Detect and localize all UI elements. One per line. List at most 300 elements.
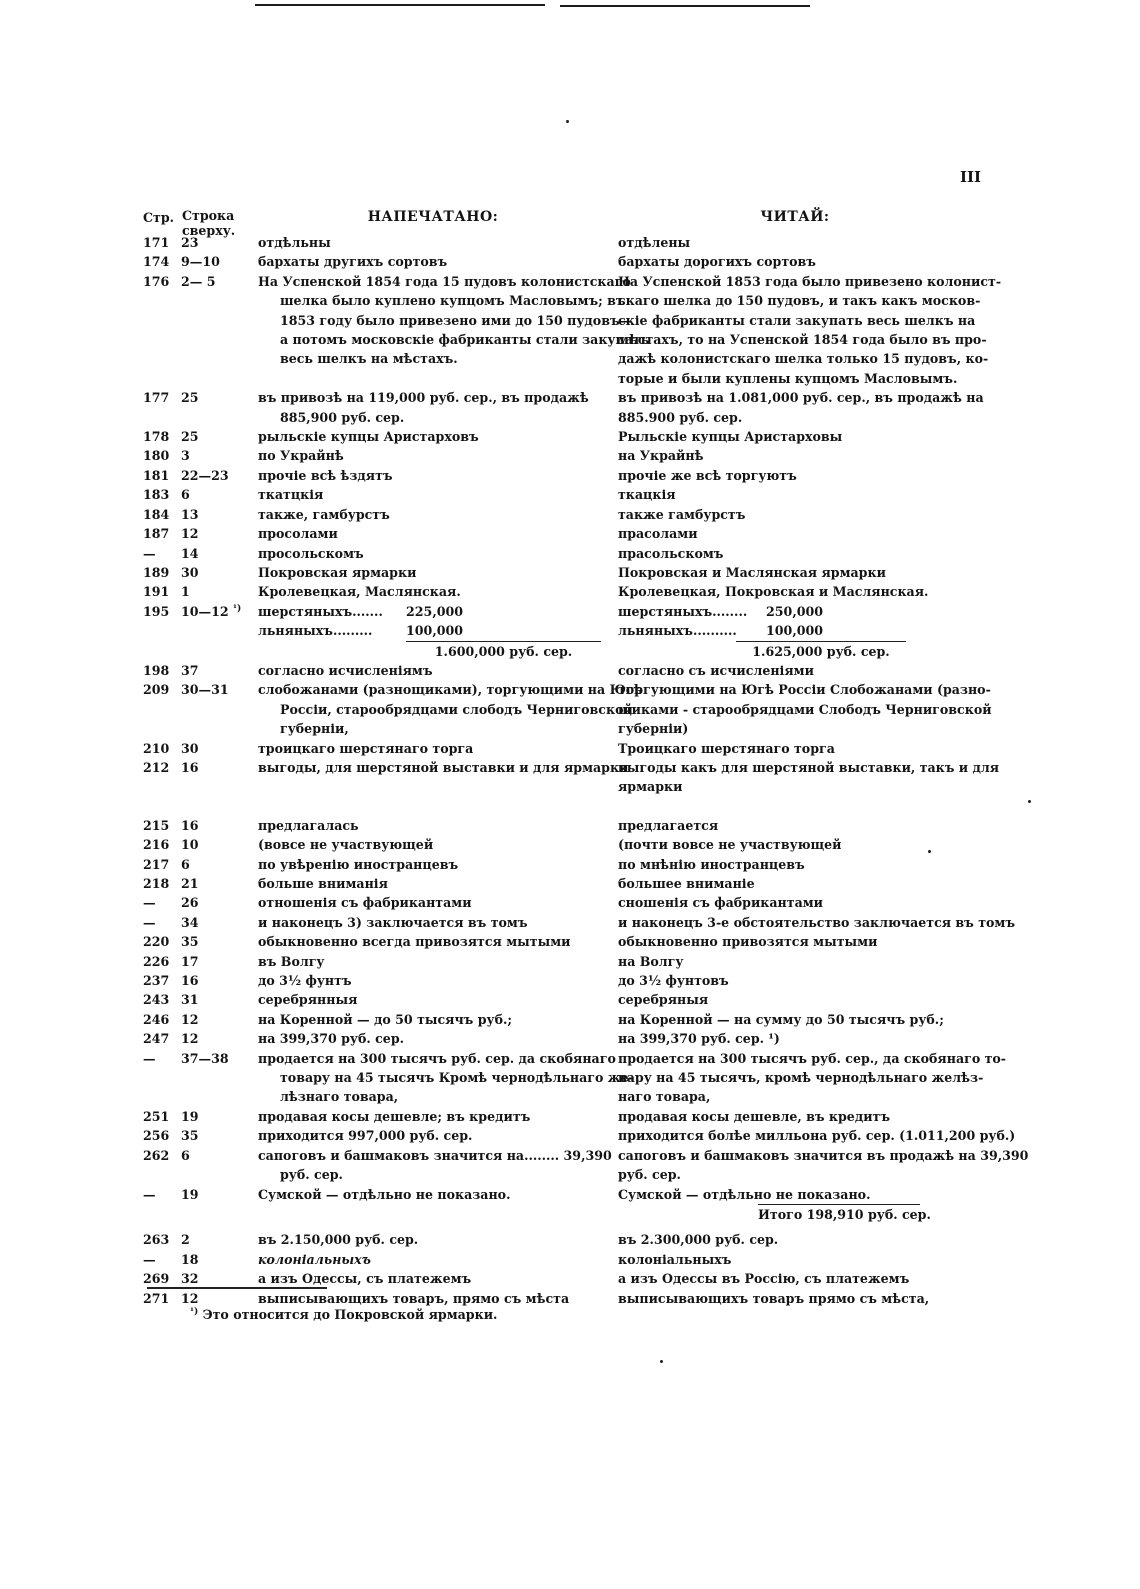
read-cell (618, 758, 1000, 797)
read-cell (618, 272, 1002, 388)
line-cell: 34 (181, 914, 199, 930)
read-text-line: выгоды какъ для шерстяной выставки, такъ и для (618, 759, 1000, 775)
page-cell: 220 (143, 934, 170, 950)
read-cell (618, 466, 978, 485)
read-text-line: а изъ Одессы въ Россію, съ платежемъ (618, 1271, 910, 1287)
table-row (143, 758, 1000, 797)
page-cell: 171 (143, 235, 170, 250)
table-row (143, 446, 978, 465)
printed-text-line: На Успенской 1854 года 15 пудовъ колонистскаго (258, 273, 631, 289)
printed-text-line: въ Волгу (258, 953, 325, 969)
line-cell: 21 (181, 876, 199, 891)
table-row (143, 563, 978, 582)
printed-text-line: обыкновенно всегда привозятся мытыми (258, 934, 571, 950)
table-row (143, 1185, 978, 1204)
line-cell: 26 (181, 895, 199, 911)
printed-cell (258, 602, 618, 661)
page-cell: 216 (143, 837, 170, 853)
printed-item (258, 621, 463, 640)
table-row (143, 952, 978, 971)
table-row (143, 1049, 1007, 1107)
read-text-line: На Успенской 1853 года было привезено колонист- (618, 273, 1002, 289)
page-cell: — (143, 1050, 156, 1066)
page-cell: 210 (143, 740, 170, 756)
printed-text-line: больше вниманія (258, 876, 388, 891)
read-cell (618, 893, 978, 912)
read-cell (618, 446, 978, 465)
table-row (143, 485, 978, 504)
read-cell (618, 1269, 978, 1288)
line-cell: 37 (181, 662, 199, 678)
read-cell (618, 661, 978, 680)
printed-cell (258, 913, 618, 932)
read-text-line: 885.900 руб. сер. (618, 409, 743, 425)
line-cell: 12 (181, 526, 199, 542)
read-cell (618, 485, 978, 504)
line-cell: 31 (181, 992, 199, 1008)
printed-cell (258, 932, 618, 951)
printed-cell (258, 485, 618, 504)
read-total: 1.625,000 руб. сер. (736, 641, 906, 661)
read-text-line: дажѣ колонистскаго шелка только 15 пудовъ, ко- (618, 351, 989, 367)
read-text-line: Сумской — отдѣльно не показано. (618, 1186, 871, 1202)
printed-text-line: въ 2.150,000 руб. сер. (258, 1232, 419, 1248)
table-row (143, 1107, 978, 1126)
header-printed-column: НАПЕЧАТАНО: (367, 209, 499, 225)
printed-text-line: отдѣльны (258, 235, 331, 250)
line-cell: 16 (181, 759, 199, 775)
line-cell: 32 (181, 1271, 199, 1287)
read-text-line: и наконецъ 3-е обстоятельство заключается въ томъ (618, 914, 1016, 930)
printed-text-line: согласно исчисленіямъ (258, 662, 433, 678)
row-gap (143, 797, 978, 816)
page-cell: 176 (143, 273, 170, 289)
line-cell: 6 (181, 856, 190, 872)
read-text-line: Троицкаго шерстянаго торга (618, 740, 835, 756)
page-cell: 181 (143, 467, 170, 483)
printed-cell (258, 990, 618, 1009)
read-cell (618, 233, 978, 252)
table-row (143, 874, 978, 893)
read-cell (618, 602, 978, 661)
read-text-line: на Коренной — на сумму до 50 тысячъ руб.; (618, 1011, 944, 1027)
printed-cell (258, 1185, 618, 1204)
page-cell: 191 (143, 584, 170, 600)
item-value: 100,000 (766, 623, 823, 639)
read-text-line: также гамбурстъ (618, 506, 746, 522)
printed-text-line: приходится 997,000 руб. сер. (258, 1128, 473, 1144)
page-cell: 215 (143, 817, 170, 833)
line-cell: 30 (181, 564, 199, 580)
read-cell (618, 1107, 978, 1126)
printed-text-line: прочіе всѣ ѣздятъ (258, 467, 393, 483)
read-cell (618, 524, 978, 543)
read-text-line: въ 2.300,000 руб. сер. (618, 1232, 779, 1248)
line-cell: 30—31 (181, 682, 229, 698)
line-cell: 12 (181, 1011, 199, 1027)
printed-text-line: Сумской — отдѣльно не показано. (258, 1186, 511, 1202)
errata-block (143, 1230, 978, 1308)
printed-cell (258, 661, 618, 680)
scan-speck (660, 1360, 663, 1363)
read-text-line: прасольскомъ (618, 545, 724, 561)
line-cell: 13 (181, 506, 199, 522)
item-value: 250,000 (766, 603, 823, 619)
page-cell: 251 (143, 1108, 170, 1124)
page-cell: 237 (143, 973, 170, 989)
printed-text-line: а потомъ московскіе фабриканты стали закупать (280, 332, 650, 348)
line-cell: 10 (181, 837, 199, 853)
printed-cell (258, 1029, 618, 1048)
printed-text-line: Кролевецкая, Маслянская. (258, 584, 461, 600)
printed-cell (258, 544, 618, 563)
line-number: 10—12 (181, 603, 229, 619)
printed-total: 1.600,000 руб. сер. (406, 641, 601, 661)
line-cell: 23 (181, 235, 199, 250)
printed-cell (258, 680, 643, 738)
line-cell: 6 (181, 487, 190, 503)
line-cell: 16 (181, 973, 199, 989)
line-cell: 9—10 (181, 254, 220, 270)
table-row (143, 932, 978, 951)
printed-cell (258, 893, 618, 912)
table-row (143, 893, 978, 912)
printed-text-line: Россіи, старообрядцами слободъ Черниговской (280, 701, 633, 717)
read-text-line: Покровская и Маслянская ярмарки (618, 564, 886, 580)
table-row (143, 505, 978, 524)
printed-cell (258, 272, 650, 388)
table-row (143, 680, 992, 738)
item-value: 100,000 (406, 623, 463, 639)
printed-text-line: (вовсе не участвующей (258, 837, 434, 853)
scan-speck (1028, 800, 1031, 803)
item-label: шерстяныхъ........ (618, 603, 748, 619)
page-cell: 189 (143, 564, 170, 580)
printed-cell (258, 1126, 618, 1145)
read-cell (618, 1250, 978, 1269)
table-row (143, 855, 978, 874)
read-text-line: прочіе же всѣ торгуютъ (618, 467, 797, 483)
line-cell: 35 (181, 1128, 199, 1144)
line-cell: 37—38 (181, 1050, 229, 1066)
printed-text-line: слобожанами (разнощиками), торгующими на Югѣ (258, 682, 643, 698)
read-text-line: предлагается (618, 817, 719, 833)
read-text-line: ткацкія (618, 487, 676, 503)
read-text-line: Кролевецкая, Покровская и Маслянская. (618, 584, 929, 600)
line-cell: 6 (181, 1147, 190, 1163)
read-text-line: руб. сер. (618, 1167, 681, 1183)
printed-text-line: по увѣренію иностранцевъ (258, 856, 459, 872)
header-page-column: Стр. (143, 210, 175, 225)
read-text-line: продавая косы дешевле, въ кредитъ (618, 1108, 891, 1124)
printed-cell (258, 1010, 618, 1029)
total-cell (618, 1204, 978, 1224)
footnote-divider (147, 1287, 327, 1289)
read-text-line: по мнѣнію иностранцевъ (618, 856, 805, 872)
read-cell (618, 835, 978, 854)
errata-block (143, 816, 1029, 1204)
printed-cell (258, 388, 618, 427)
printed-text-line: предлагалась (258, 817, 359, 833)
line-cell: 18 (181, 1251, 199, 1267)
line-cell: 19 (181, 1186, 199, 1202)
table-row (143, 661, 978, 680)
read-cell (618, 1185, 978, 1204)
printed-cell (258, 524, 618, 543)
page-cell: 218 (143, 876, 170, 891)
table-row (143, 427, 978, 446)
printed-text-line: также, гамбурстъ (258, 506, 390, 522)
read-cell (618, 388, 984, 427)
table-row (143, 272, 1002, 388)
line-cell: 25 (181, 390, 199, 406)
line-cell: 16 (181, 817, 199, 833)
read-cell (618, 1029, 978, 1048)
page-cell: 180 (143, 448, 170, 464)
table-row (143, 913, 1016, 932)
read-cell (618, 913, 1016, 932)
printed-text-line: серебрянныя (258, 992, 358, 1008)
read-text-line: на Украйнѣ (618, 448, 704, 464)
printed-text-line: ткатцкія (258, 487, 324, 503)
printed-cell (258, 1250, 618, 1269)
page-cell: 243 (143, 992, 170, 1008)
footnote-mark: ¹) (190, 1306, 199, 1317)
read-cell (618, 932, 978, 951)
table-row (143, 816, 978, 835)
read-text-line: продается на 300 тысячъ руб. сер., да скобянаго то- (618, 1050, 1007, 1066)
printed-cell (258, 505, 618, 524)
printed-text-line: товару на 45 тысячъ Кромѣ чернодѣльнаго же- (280, 1070, 634, 1086)
page-cell: 178 (143, 429, 170, 445)
read-text-line: торгующими на Югѣ Россіи Слобожанами (разно- (618, 682, 991, 698)
table-row (143, 466, 978, 485)
printed-text-line: и наконецъ 3) заключается въ томъ (258, 914, 528, 930)
page-cell: 269 (143, 1271, 170, 1287)
table-row (143, 1010, 978, 1029)
line-cell: 19 (181, 1108, 199, 1124)
page-cell: 262 (143, 1147, 170, 1163)
line-cell: 1 (181, 584, 190, 600)
page-cell: 177 (143, 390, 170, 406)
table-row (143, 990, 978, 1009)
printed-text-line: просольскомъ (258, 545, 364, 561)
page-cell: 209 (143, 682, 170, 698)
line-cell: 3 (181, 448, 190, 464)
page-cell: 271 (143, 1290, 170, 1306)
printed-cell (258, 466, 618, 485)
printed-cell (258, 874, 618, 893)
printed-text-line: на 399,370 руб. сер. (258, 1031, 405, 1047)
read-text-line: торые и были куплены купцомъ Масловымъ. (618, 370, 958, 386)
errata-block (143, 661, 1000, 797)
printed-text-line: Покровская ярмарки (258, 564, 417, 580)
scan-speck (566, 120, 569, 123)
read-text-line: обыкновенно привозятся мытыми (618, 934, 878, 950)
line-cell: 12 (181, 1031, 199, 1047)
read-text-line: приходится болѣе милльона руб. сер. (1.011,200 руб.) (618, 1128, 1016, 1144)
read-text-line: скіе фабриканты стали закупать весь шелкъ на (618, 312, 976, 328)
printed-text-line: бархаты другихъ сортовъ (258, 254, 448, 270)
printed-cell (258, 835, 618, 854)
page-cell: 247 (143, 1031, 170, 1047)
page-cell: 174 (143, 254, 170, 270)
read-cell (618, 971, 978, 990)
grand-total: Итого 198,910 руб. сер. (758, 1204, 920, 1224)
table-row (143, 1269, 978, 1288)
page-cell: 198 (143, 662, 170, 678)
table-row (143, 233, 978, 252)
table-row (143, 1250, 978, 1269)
page-cell: 246 (143, 1011, 170, 1027)
line-cell: 12 (181, 1290, 199, 1306)
printed-cell (258, 971, 618, 990)
line-cell: 22—23 (181, 467, 229, 483)
printed-cell (258, 1269, 618, 1288)
table-row (143, 388, 984, 427)
printed-cell (258, 855, 618, 874)
read-text-line: на Волгу (618, 953, 684, 969)
table-row (143, 524, 978, 543)
printed-text-line: губерніи, (280, 721, 349, 737)
page-cell: — (143, 545, 156, 561)
item-label: льняныхъ......... (258, 623, 373, 639)
page-cell: 226 (143, 953, 170, 969)
page-cell: 212 (143, 759, 170, 775)
read-text-line: ярмарки (618, 779, 683, 795)
printed-cell (258, 446, 618, 465)
read-cell (618, 1230, 978, 1249)
footnote-text: Это относится до Покровской ярмарки. (202, 1307, 498, 1322)
read-text-line: въ привозѣ на 1.081,000 руб. сер., въ продажѣ на (618, 390, 984, 406)
read-cell (618, 505, 978, 524)
table-row (143, 252, 978, 271)
read-text-line: большее вниманіе (618, 876, 755, 891)
read-cell (618, 252, 978, 271)
line-cell: 2— 5 (181, 273, 216, 289)
printed-text-line: продавая косы дешевле; въ кредитъ (258, 1108, 531, 1124)
table-row (143, 1146, 1029, 1185)
table-row (143, 971, 978, 990)
page-cell: — (143, 914, 156, 930)
read-text-line: отдѣлены (618, 235, 691, 250)
read-cell (618, 1049, 1007, 1107)
line-cell: 14 (181, 545, 199, 561)
page-cell: — (143, 895, 156, 911)
read-text-line: сапоговъ и башмаковъ значится въ продажѣ на 39,390 (618, 1147, 1029, 1163)
printed-text-line: по Украйнѣ (258, 448, 344, 464)
scan-edge-line (560, 5, 810, 7)
printed-text-line: лѣзнаго товара, (280, 1089, 399, 1105)
printed-text-line: просолами (258, 526, 338, 542)
printed-text-line: колоніальныхъ (258, 1251, 371, 1267)
footnote-ref: ¹) (233, 603, 242, 614)
read-text-line: колоніальныхъ (618, 1251, 732, 1267)
printed-cell (258, 1146, 618, 1185)
printed-cell (258, 563, 618, 582)
read-cell (618, 1146, 1029, 1185)
read-cell (618, 1289, 978, 1308)
page-cell: 187 (143, 526, 170, 542)
printed-text-line: отношенія съ фабрикантами (258, 895, 472, 911)
read-text-line: выписывающихъ товаръ прямо съ мѣста, (618, 1290, 930, 1306)
line-cell (181, 602, 258, 661)
read-text-line: (почти вовсе не участвующей (618, 837, 842, 853)
item-label: шерстяныхъ....... (258, 603, 383, 619)
read-cell (618, 680, 992, 738)
read-text-line: на 399,370 руб. сер. ¹) (618, 1031, 780, 1047)
read-cell (618, 855, 978, 874)
read-item (618, 621, 823, 640)
errata-table (143, 233, 1029, 1308)
read-cell (618, 990, 978, 1009)
printed-text-line: на Коренной — до 50 тысячъ руб.; (258, 1011, 513, 1027)
page-cell: — (143, 1186, 156, 1202)
printed-text-line: продается на 300 тысячъ руб. сер. да скобянаго (258, 1050, 616, 1066)
read-text-line: скаго шелка до 150 пудовъ, и такъ какъ москов- (618, 293, 981, 309)
page-cell: 183 (143, 487, 170, 503)
table-row (143, 739, 978, 758)
read-cell (618, 816, 978, 835)
line-cell: 30 (181, 740, 199, 756)
read-text-line: вару на 45 тысячъ, кромѣ чернодѣльнаго желѣз- (618, 1070, 984, 1086)
table-row (143, 835, 978, 854)
read-cell (618, 582, 978, 601)
read-cell (618, 427, 978, 446)
printed-cell (258, 1049, 634, 1107)
page-cell: 184 (143, 506, 170, 522)
printed-cell (258, 233, 618, 252)
printed-cell (258, 1230, 618, 1249)
read-cell (618, 739, 978, 758)
printed-cell (258, 1107, 618, 1126)
printed-text-line: троицкаго шерстянаго торга (258, 740, 474, 756)
table-row (143, 602, 978, 661)
read-text-line: бархаты дорогихъ сортовъ (618, 254, 816, 270)
read-text-line: согласно съ исчисленіями (618, 662, 814, 678)
read-item (618, 602, 823, 621)
printed-text-line: весь шелкъ на мѣстахъ. (280, 351, 458, 367)
printed-cell (258, 582, 618, 601)
line-cell: 25 (181, 429, 199, 445)
printed-item (258, 602, 463, 621)
printed-cell (258, 758, 629, 797)
table-row (143, 544, 978, 563)
printed-cell (258, 952, 618, 971)
printed-text-line: а изъ Одессы, съ платежемъ (258, 1271, 472, 1287)
read-text-line: мѣстахъ, то на Успенской 1854 года было въ про- (618, 332, 987, 348)
scan-edge-line (255, 4, 545, 6)
printed-text-line: до 3½ фунтъ (258, 973, 352, 989)
printed-cell (258, 816, 618, 835)
printed-text-line: выписывающихъ товаръ, прямо съ мѣста (258, 1290, 570, 1306)
printed-text-line: въ привозѣ на 119,000 руб. сер., въ продажѣ (258, 390, 589, 406)
printed-text-line: 885,900 руб. сер. (280, 409, 405, 425)
read-text-line: серебряныя (618, 992, 709, 1008)
line-cell: 2 (181, 1232, 190, 1248)
read-cell (618, 544, 978, 563)
printed-cell (258, 252, 618, 271)
printed-text-line: руб. сер. (280, 1167, 343, 1183)
read-text-line: до 3½ фунтовъ (618, 973, 729, 989)
table-row (143, 1230, 978, 1249)
header-read-column: ЧИТАЙ: (760, 209, 830, 225)
read-text-line: Рыльскіе купцы Аристарховы (618, 429, 843, 445)
item-label: льняныхъ.......... (618, 623, 737, 639)
header-line-column: Строка сверху. (182, 208, 236, 238)
table-row (143, 582, 978, 601)
printed-cell (258, 739, 618, 758)
